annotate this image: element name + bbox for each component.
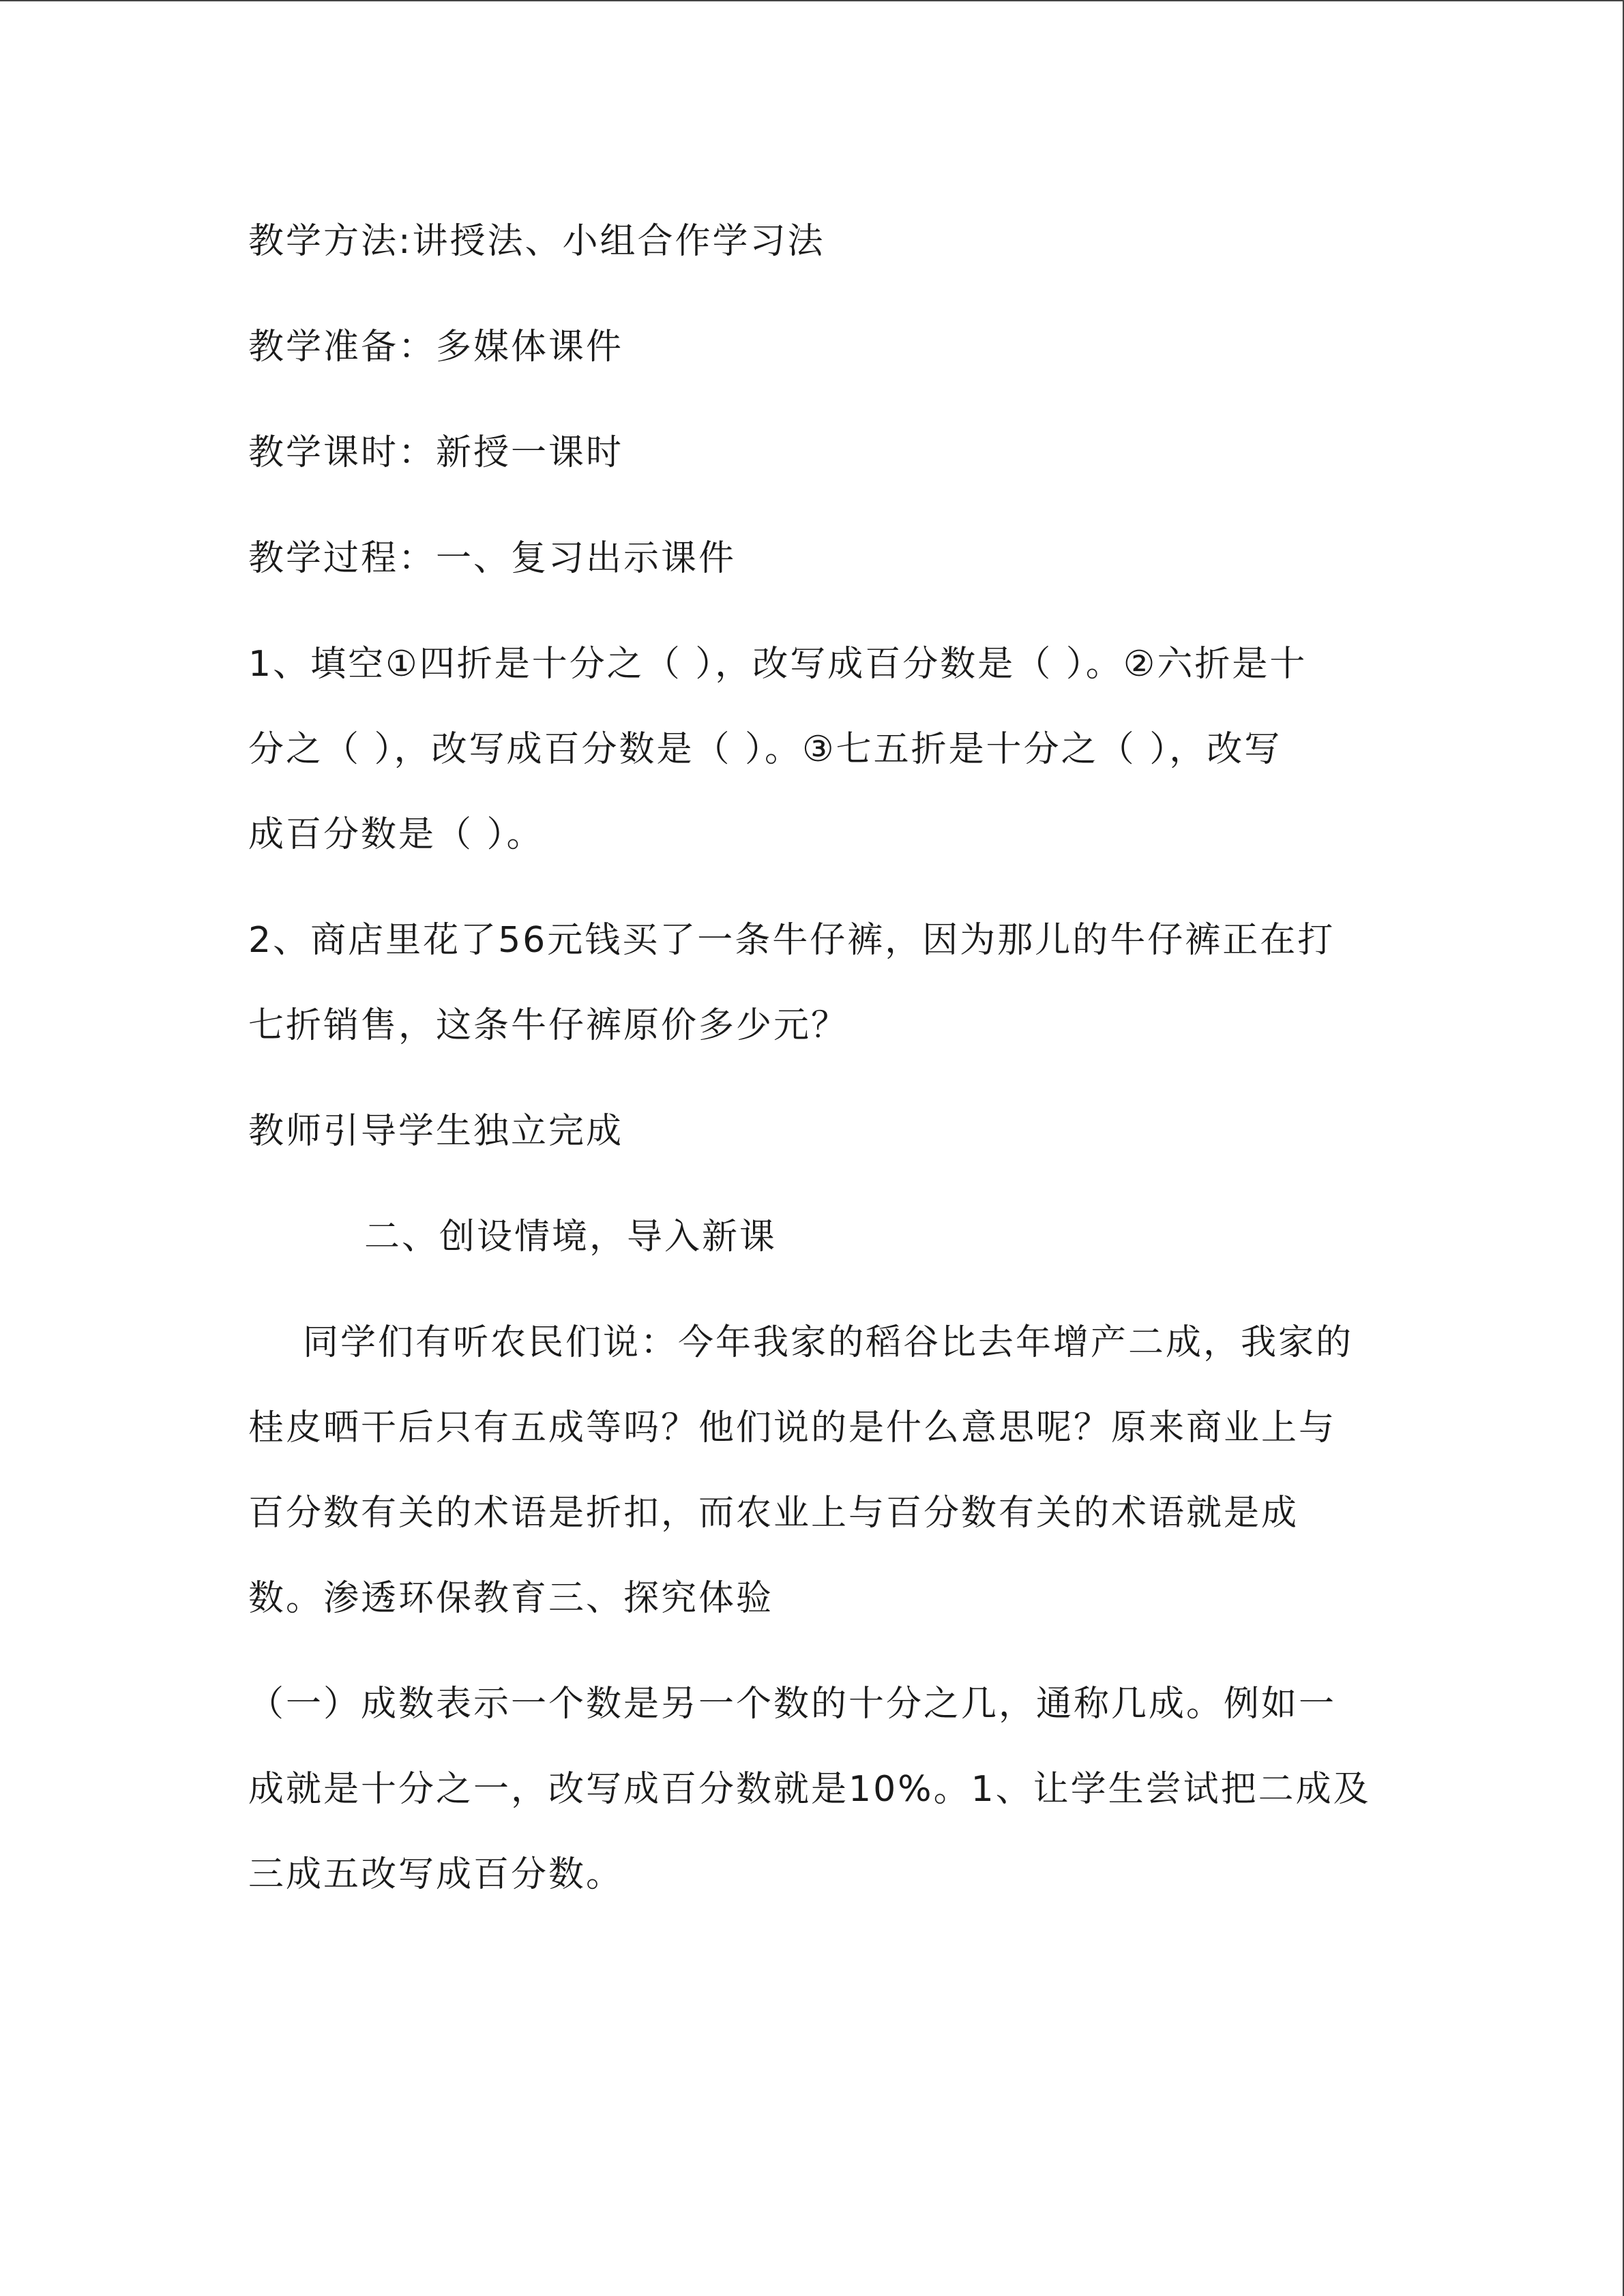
text-line: 同学们有听农民们说：今年我家的稻谷比去年增产二成，我家的 (303, 1322, 1354, 1363)
document-body (248, 199, 1381, 1938)
question-2-paragraph (248, 898, 1381, 1069)
teacher-guide-line: 教师引导学生独立完成 (248, 1111, 624, 1152)
teaching-prep-line: 教学准备：多媒体课件 (248, 327, 624, 368)
teaching-method-line: 教学方法:讲授法、小组合作学习法 (248, 221, 825, 262)
text-line: 七折销售，这条牛仔裤原价多少元？ (248, 1005, 849, 1046)
text-line: 桂皮晒干后只有五成等吗？他们说的是什么意思呢？原来商业上与 (248, 1407, 1337, 1448)
teaching-process-line: 教学过程：一、复习出示课件 (248, 538, 737, 579)
text-line: 三成五改写成百分数。 (248, 1854, 624, 1895)
intro-paragraph (248, 1300, 1381, 1641)
text-line: 数。渗透环保教育三、探究体验 (248, 1578, 774, 1619)
text-line: 成就是十分之一，改写成百分数就是10%。1、让学生尝试把二成及 (248, 1769, 1371, 1810)
text-line: 1、填空①四折是十分之（ ），改写成百分数是（ ）。②六折是十 (248, 644, 1308, 685)
text-line: 成百分数是（ ）。 (248, 814, 544, 855)
text-line: 2、商店里花了56元钱买了一条牛仔裤，因为那儿的牛仔裤正在打 (248, 920, 1335, 961)
text-line: 百分数有关的术语是折扣，而农业上与百分数有关的术语就是成 (248, 1493, 1299, 1534)
text-line: （一）成数表示一个数是另一个数的十分之几，通称几成。例如一 (248, 1684, 1337, 1725)
question-1-paragraph (248, 622, 1381, 878)
section-heading: 二、创设情境，导入新课 (364, 1217, 778, 1257)
teaching-hours-line: 教学课时：新授一课时 (248, 432, 624, 473)
text-line: 分之（ ），改写成百分数是（ ）。③七五折是十分之（ ），改写 (248, 729, 1282, 770)
part-1-paragraph (248, 1662, 1381, 1918)
